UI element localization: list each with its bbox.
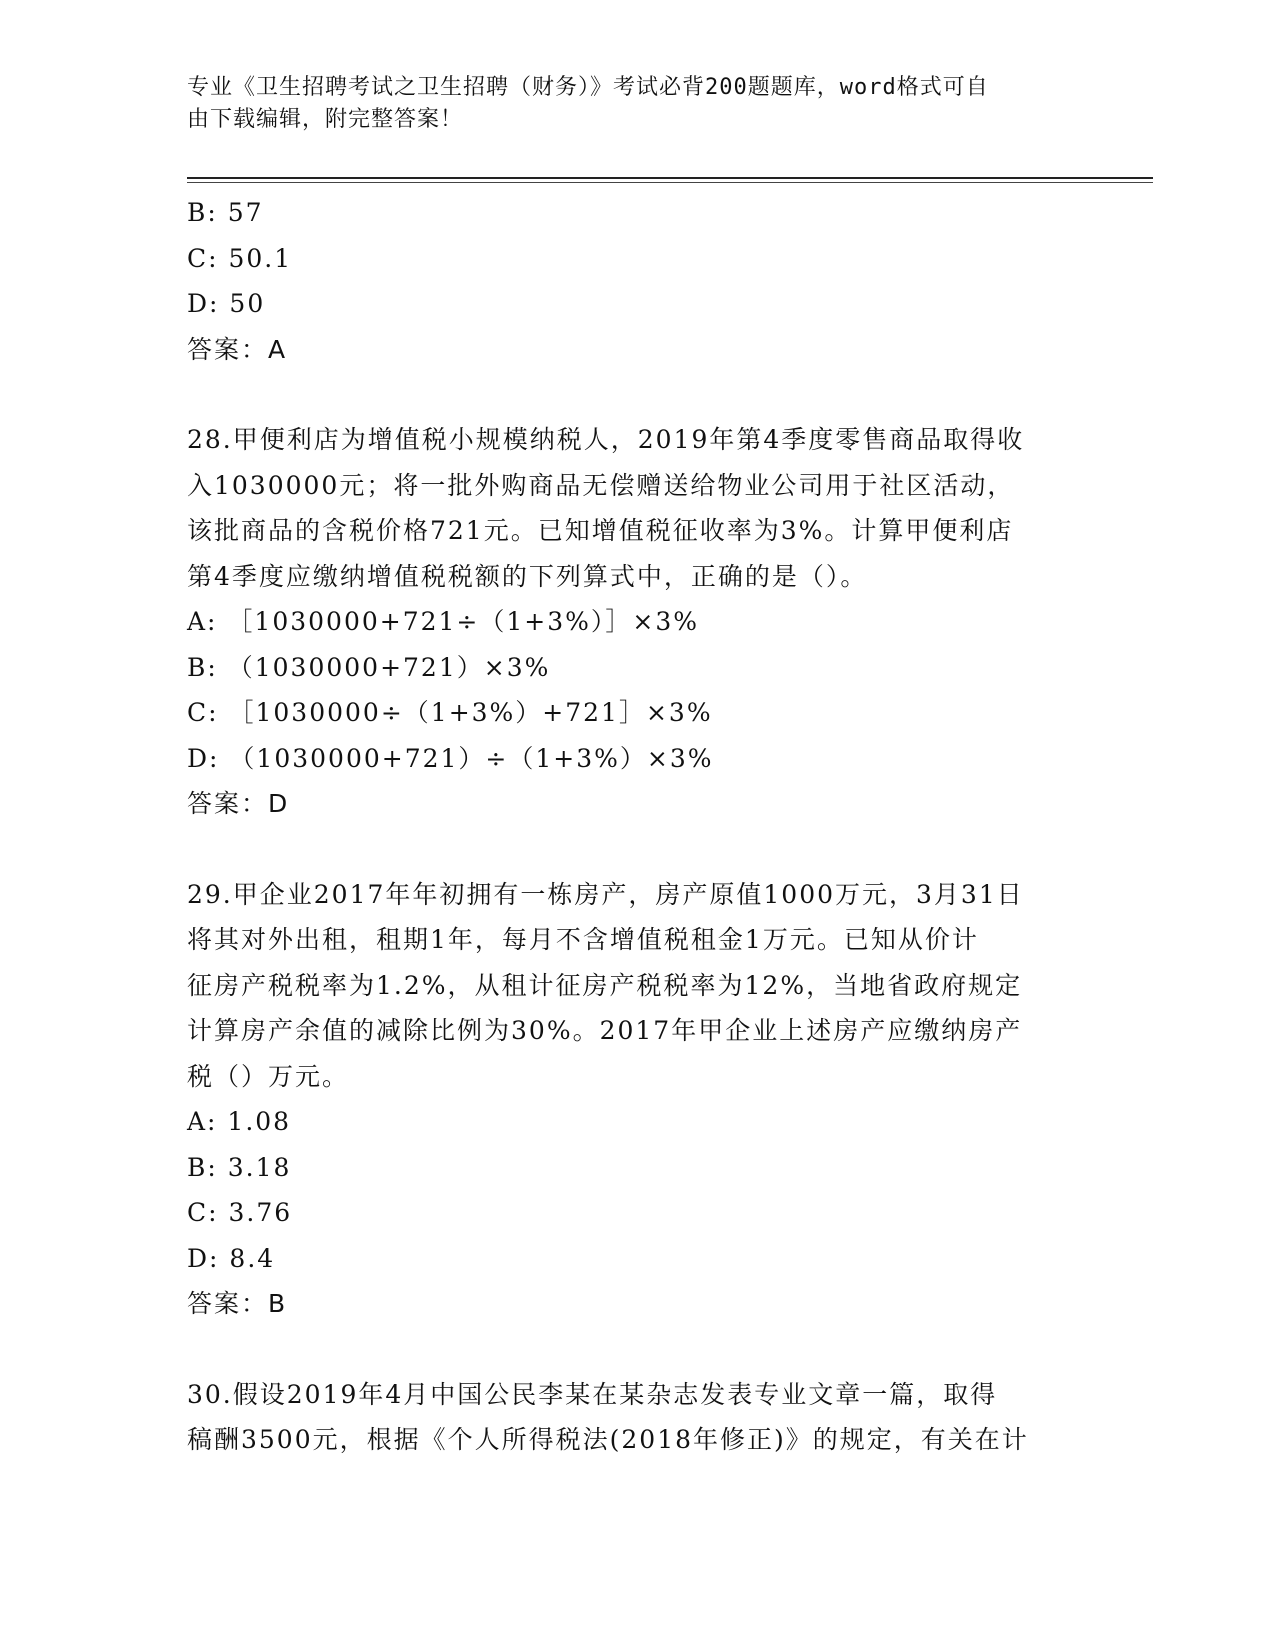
question-text-line: 计算房产余值的减除比例为30%。2017年甲企业上述房产应缴纳房产	[187, 1016, 1023, 1045]
question-text-line: 征房产税税率为1.2%，从租计征房产税税率为12%，当地省政府规定	[187, 970, 1023, 1000]
option-a: A: 1.08	[187, 1107, 292, 1136]
header-divider-thick	[187, 177, 1153, 179]
page-header	[187, 72, 1067, 136]
question-text-line: 稿酬3500元，根据《个人所得税法(2018年修正)》的规定，有关在计	[187, 1425, 1029, 1454]
option-a: A: ［1030000+721÷（1+3%）］×3%	[187, 607, 699, 636]
question-27-tail	[187, 190, 1087, 372]
question-text-line: 28.甲便利店为增值税小规模纳税人，2019年第4季度零售商品取得收	[187, 425, 1025, 454]
option-b: B: 57	[187, 198, 264, 227]
question-text-line: 该批商品的含税价格721元。已知增值税征收率为3%。计算甲便利店	[187, 516, 1014, 545]
question-28	[187, 417, 1087, 827]
header-line-2: 由下载编辑，附完整答案！	[187, 107, 464, 132]
option-c: C: 3.76	[187, 1198, 293, 1227]
option-d: D: 50	[187, 289, 266, 318]
answer-line: 答案：D	[187, 789, 290, 818]
option-b: B: （1030000+721）×3%	[187, 652, 551, 682]
option-c: C: ［1030000÷（1+3%）+721］×3%	[187, 698, 713, 727]
question-text-line: 入1030000元；将一批外购商品无偿赠送给物业公司用于社区活动，	[187, 470, 1015, 500]
question-text-line: 第4季度应缴纳增值税税额的下列算式中，正确的是（）。	[187, 561, 868, 591]
header-divider-thin	[187, 182, 1153, 183]
question-30	[187, 1372, 1087, 1463]
option-b: B: 3.18	[187, 1152, 292, 1182]
header-line-1: 专业《卫生招聘考试之卫生招聘（财务）》考试必背200题题库，word格式可自	[187, 75, 989, 100]
question-text-line: 29.甲企业2017年年初拥有一栋房产，房产原值1000万元，3月31日	[187, 879, 1024, 909]
question-text-line: 将其对外出租，租期1年，每月不含增值税租金1万元。已知从价计	[187, 925, 979, 954]
option-d: D: 8.4	[187, 1243, 276, 1273]
option-d: D: （1030000+721）÷（1+3%）×3%	[187, 743, 714, 773]
question-text-line: 30.假设2019年4月中国公民李某在某杂志发表专业文章一篇，取得	[187, 1379, 998, 1409]
answer-line: 答案：A	[187, 334, 288, 364]
option-c: C: 50.1	[187, 243, 293, 273]
question-text-line: 税（）万元。	[187, 1061, 350, 1091]
answer-line: 答案：B	[187, 1289, 288, 1318]
question-list	[187, 190, 1087, 1463]
question-29	[187, 872, 1087, 1327]
